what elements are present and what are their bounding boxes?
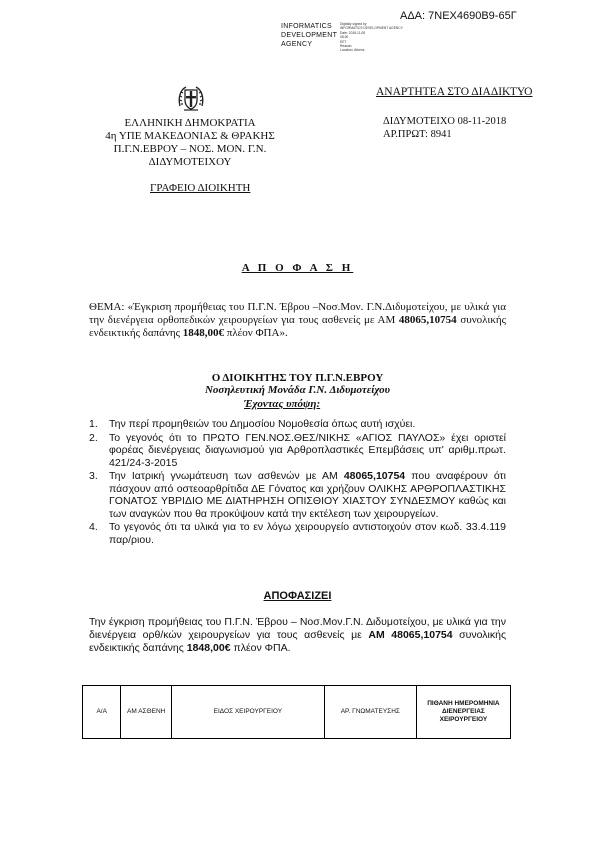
decides-amount: 1848,00€: [186, 642, 231, 654]
signature-line: INFORMATICS DEVELOPMENT AGENCY: [340, 26, 403, 31]
subject-paragraph: [89, 301, 506, 340]
surgery-table: [82, 685, 511, 739]
header-cell-probable-date: ΠΙΘΑΝΗ ΗΜΕΡΟΜΗΝΙΑ ΔΙΕΝΕΡΓΕΙΑΣ ΧΕΙΡΟΥΡΓΕΙΟΥ: [416, 686, 510, 739]
subject-text: συνολικής ενδεικτικής δαπάνης: [89, 314, 506, 339]
authority-header: [90, 117, 290, 169]
header-cell-surgery-type: ΕΙΔΟΣ ΧΕΙΡΟΥΡΓΕΙΟΥ: [171, 686, 324, 739]
table-header-row: [83, 686, 511, 739]
item-text: Το γεγονός ότι τα υλικά για το εν λόγω χειρουργείο αντιστοιχούν στον κωδ. 33.4.119 παρ/ριου.: [109, 521, 506, 546]
director-title: Ο ΔΙΟΙΚΗΤΗΣ ΤΟΥ Π.Γ.Ν.ΕΒΡΟΥ: [211, 372, 384, 384]
signature-line: Reason:: [340, 44, 353, 49]
signature-line: Location: Athens: [340, 48, 365, 53]
list-item: [89, 432, 506, 470]
item-text: Την περί προμηθειών του Δημοσίου Νομοθεσία όπως αυτή ισχύει.: [109, 418, 416, 430]
header-cell-aa: Α/Α: [83, 686, 121, 739]
subject-text: ΘΕΜΑ: «Έγκριση προμήθειας του Π.Γ.Ν. Έβρου –Νοσ.Μον. Γ.Ν.Διδυμοτείχου, με υλικά για την διενέργεια ορθοπεδικών χειρουργείων για τους ασθενείς με ΑΜ: [89, 301, 506, 326]
greek-emblem-icon: [176, 84, 206, 114]
signature-line: Date: 2018.11.08: [340, 30, 366, 35]
decides-text: πλέον ΦΠΑ.: [230, 642, 291, 654]
item-number: 1.: [89, 418, 98, 430]
informatics-line: AGENCY: [281, 41, 313, 48]
decides-text: συνολικής ενδεικτικής δαπάνης: [89, 629, 507, 654]
item-number: 4.: [89, 521, 98, 533]
list-item: [89, 521, 506, 546]
list-item: [89, 470, 506, 520]
list-item: [89, 418, 506, 431]
signature-line: Digitally signed by: [340, 22, 367, 26]
digital-signature-text: [340, 22, 403, 53]
header-cell-diagnosis-no: ΑΡ. ΓΝΩΜΑΤΕΥΣΗΣ: [324, 686, 416, 739]
decides-am: ΑΜ 48065,10754: [368, 629, 453, 641]
protocol-number: ΑΡ.ΠΡΩΤ: 8941: [383, 129, 452, 140]
informatics-line: DEVELOPMENT: [281, 32, 338, 39]
signature-line: 08:30: [340, 35, 349, 40]
subject-amount: 1848,00€: [182, 327, 225, 339]
item-am: 48065,10754: [343, 470, 406, 482]
item-number: 2.: [89, 431, 98, 444]
item-number: 3.: [89, 470, 98, 482]
informatics-line: INFORMATICS: [281, 23, 333, 30]
subject-text: πλέον ΦΠΑ».: [224, 327, 288, 339]
unit-name: Νοσηλευτική Μονάδα Γ.Ν. Διδυμοτείχου: [204, 384, 391, 396]
director-block: [0, 372, 595, 396]
document-title: Α Π Ο Φ Α Σ Η: [241, 262, 354, 274]
considering-heading: Έχοντας υπόψη:: [244, 398, 321, 410]
signature-line: EET: [340, 39, 347, 44]
decides-text: Την έγκριση προμήθειας του Π.Γ.Ν. Έβρου – Νοσ.Μον.Γ.Ν. Διδυμοτείχου, με υλικά για την διενέργεια ορθ/κών χειρουργείων για τους ασθενείς με: [89, 616, 506, 641]
ada-code: ΑΔΑ: 7ΝΕΧ4690Β9-65Γ: [400, 10, 517, 22]
informatics-stamp: [281, 22, 337, 49]
office-name: ΓΡΑΦΕΙΟ ΔΙΟΙΚΗΤΗ: [150, 182, 251, 194]
post-online-label: ΑΝΑΡΤΗΤΕΑ ΣΤΟ ΔΙΑΔΙΚΤΥΟ: [376, 86, 533, 98]
subject-am: 48065,10754: [398, 314, 457, 326]
document-meta: [383, 115, 506, 141]
authority-line: Π.Γ.Ν.ΕΒΡΟΥ – ΝΟΣ. ΜΟΝ. Γ.Ν.: [113, 143, 267, 155]
considerations-list: [89, 418, 506, 547]
header-cell-am: ΑΜ ΑΣΘΕΝΗ: [121, 686, 172, 739]
decides-heading: ΑΠΟΦΑΣΙΖΕΙ: [263, 590, 332, 602]
authority-line: ΕΛΛΗΝΙΚΗ ΔΗΜΟΚΡΑΤΙΑ: [124, 117, 256, 129]
decides-paragraph: [89, 616, 506, 655]
item-text: που αναφέρουν ότι πάσχουν από οστεοαρθρίτιδα ΔΕ Γόνατος και χρήζουν ΟΛΙΚΗΣ ΑΡΘΡΟΠΛΑΣΤΙΚΗΣ ΓΟΝΑΤΟΣ ΥΒΡΙΔΙΟ ΜΕ ΔΙΑΤΗΡΗΣΗ ΟΠΙΣΘΙΟΥ ΧΙΑΣΤΟΥ ΣΥΝΔΕΣΜΟΥ καθώς και των αναγκών που θα προκύψουν κατά την εκτέλεση των χειρουργείων.: [109, 470, 506, 520]
authority-line: 4η ΥΠΕ ΜΑΚΕΔΟΝΙΑΣ & ΘΡΑΚΗΣ: [105, 130, 275, 142]
item-text: Το γεγονός ότι το ΠΡΩΤΟ ΓΕΝ.ΝΟΣ.ΘΕΣ/ΝΙΚΗΣ «ΑΓΙΟΣ ΠΑΥΛΟΣ» έχει οριστεί φορέας διενέργειας διαγωνισμού για Αρθροπλαστικές Επεμβάσεις υπ' αριθμ.πρωτ. 421/24-3-2015: [109, 431, 506, 469]
authority-line: ΔΙΔΥΜΟΤΕΙΧΟΥ: [148, 156, 232, 168]
item-text: Την Ιατρική γνωμάτευση των ασθενών με ΑΜ: [109, 470, 344, 482]
place-date: ΔΙΔΥΜΟΤΕΙΧΟ 08-11-2018: [383, 116, 507, 127]
